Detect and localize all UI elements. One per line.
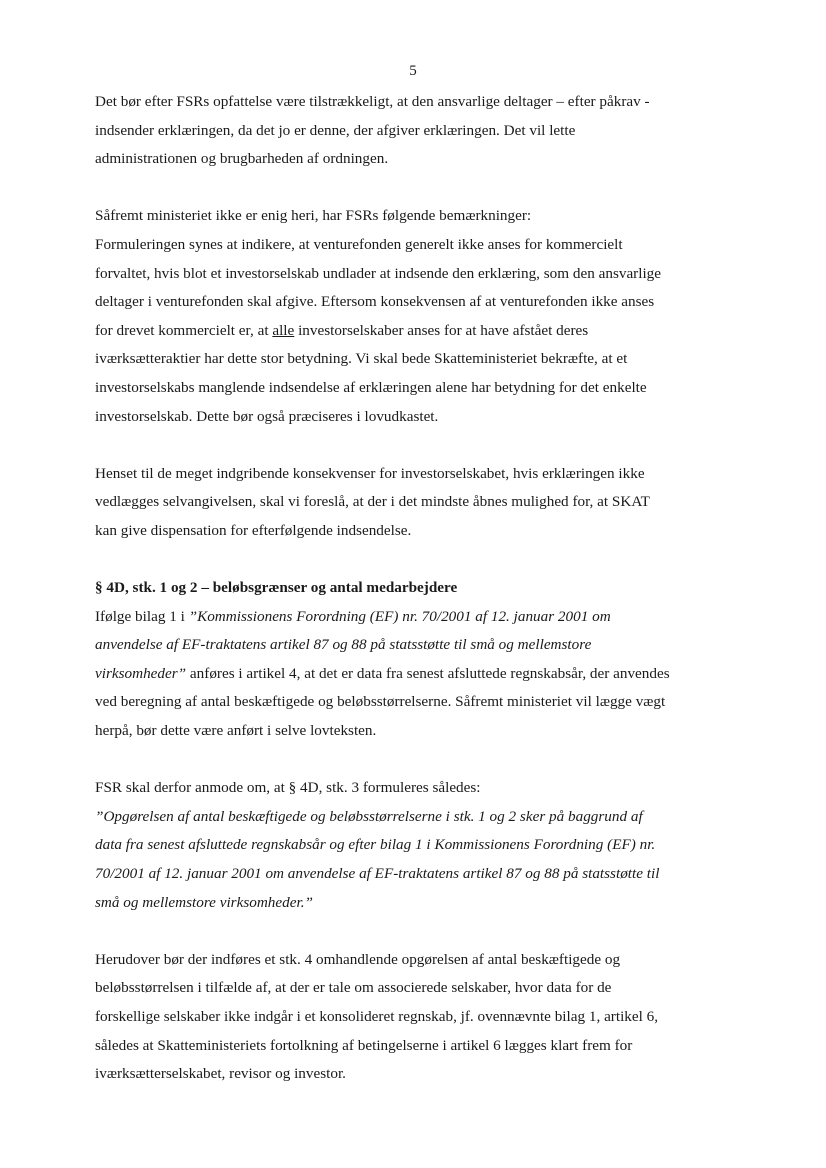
document-body — [95, 88, 735, 1089]
italic-quote: data fra senest afsluttede regnskabsår og efter bilag 1 i Kommissionens Forordning (EF) nr. — [95, 836, 656, 854]
text-line: ved beregning af antal beskæftigede og beløbsstørrelserne. Såfremt ministeriet vil lægge vægt — [95, 693, 666, 711]
text-line: således at Skatteministeriets fortolkning af betingelserne i artikel 6 lægges klart frem for — [95, 1036, 633, 1054]
italic-quote: ”Opgørelsen af antal beskæftigede og beløbsstørrelserne i stk. 1 og 2 sker på baggrund af — [95, 807, 643, 825]
paragraph-bilag — [95, 603, 735, 746]
paragraph-dispensation — [95, 460, 735, 546]
paragraph-associerede — [95, 946, 735, 1089]
text-segment: investorselskaber anses for at have afstået deres — [294, 321, 589, 339]
text-line: Formuleringen synes at indikere, at venturefonden generelt ikke anses for kommercielt — [95, 235, 623, 253]
quote-line — [95, 803, 735, 832]
italic-citation: anvendelse af EF-traktatens artikel 87 og 88 på statsstøtte til små og mellemstore — [95, 636, 592, 654]
text-line: Henset til de meget indgribende konsekvenser for investorselskabet, hvis erklæringen ikke — [95, 464, 645, 482]
text-segment: Ifølge bilag 1 i — [95, 607, 189, 625]
quote-line — [95, 889, 735, 918]
italic-citation: virksomheder” — [95, 664, 187, 682]
text-segment: for drevet kommercielt er, at — [95, 321, 273, 339]
underlined-word: alle — [272, 321, 295, 339]
text-line — [95, 631, 735, 660]
paragraph-anmodning — [95, 774, 735, 917]
text-line: vedlægges selvangivelsen, skal vi foreslå, at der i det mindste åbnes mulighed for, at SKAT — [95, 493, 650, 511]
page-number: 5 — [409, 63, 417, 79]
quote-line — [95, 860, 735, 889]
text-line: iværksætteraktier har dette stor betydning. Vi skal bede Skatteministeriet bekræfte, at et — [95, 350, 628, 368]
text-line: deltager i venturefonden skal afgive. Eftersom konsekvensen af at venturefonden ikke anses — [95, 293, 655, 311]
text-line: investorselskabs manglende indsendelse af erklæringen alene har betydning for det enkelte — [95, 378, 647, 396]
text-line: beløbsstørrelsen i tilfælde af, at der er tale om associerede selskaber, hvor data for de — [95, 979, 612, 997]
text-line: herpå, bør dette være anført i selve lovteksten. — [95, 722, 377, 740]
text-line: indsender erklæringen, da det jo er denne, der afgiver erklæringen. Det vil lette — [95, 121, 576, 139]
text-line: forskellige selskaber ikke indgår i et konsolideret regnskab, jf. ovennævnte bilag 1, artikel 6, — [95, 1008, 659, 1025]
text-line — [95, 317, 735, 346]
italic-quote: 70/2001 af 12. januar 2001 om anvendelse af EF-traktatens artikel 87 og 88 på statsstøtte til — [95, 865, 660, 883]
text-line: forvaltet, hvis blot et investorselskab undlader at indsende den erklæring, som den ansvarlige — [95, 264, 662, 282]
quote-line — [95, 831, 735, 860]
italic-citation: ”Kommissionens Forordning (EF) nr. 70/2001 af 12. januar 2001 om — [188, 607, 611, 625]
paragraph-bemaerkninger — [95, 202, 735, 431]
italic-quote: små og mellemstore virksomheder.” — [95, 893, 313, 911]
text-line: Det bør efter FSRs opfattelse være tilstrækkeligt, at den ansvarlige deltager – efter påkrav - — [95, 93, 650, 110]
text-line: FSR skal derfor anmode om, at § 4D, stk. 3 formuleres således: — [95, 779, 481, 797]
text-line: Herudover bør der indføres et stk. 4 omhandlende opgørelsen af antal beskæftigede og — [95, 950, 621, 968]
text-line — [95, 660, 735, 689]
text-segment: anføres i artikel 4, at det er data fra senest afsluttede regnskabsår, der anvendes — [186, 664, 670, 682]
text-line: Såfremt ministeriet ikke er enig heri, har FSRs følgende bemærkninger: — [95, 207, 532, 225]
text-line: investorselskab. Dette bør også præciseres i lovudkastet. — [95, 407, 439, 425]
section-heading: § 4D, stk. 1 og 2 – beløbsgrænser og antal medarbejdere — [95, 579, 458, 597]
text-line: administrationen og brugbarheden af ordningen. — [95, 150, 389, 168]
paragraph-erklaering — [95, 88, 735, 174]
text-line — [95, 603, 735, 632]
text-line: kan give dispensation for efterfølgende indsendelse. — [95, 521, 412, 539]
text-line: iværksætterselskabet, revisor og investor. — [95, 1065, 346, 1083]
